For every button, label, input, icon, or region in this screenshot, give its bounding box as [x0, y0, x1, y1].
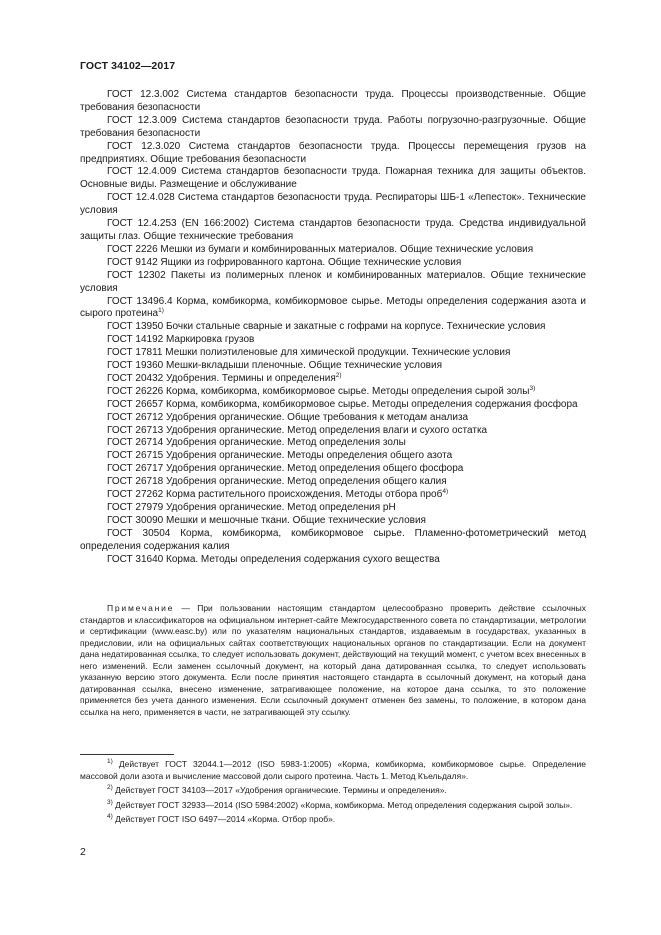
footnote-mark: 1) — [107, 758, 113, 765]
reference-item: ГОСТ 9142 Ящики из гофрированного картона. Общие технические условия — [107, 256, 462, 268]
footnote-mark: 4) — [107, 813, 113, 820]
reference-item: ГОСТ 12.4.028 Система стандартов безопасности труда. Респираторы ШБ-1 «Лепесток». Технические условия — [80, 192, 586, 217]
reference-item: ГОСТ 17811 Мешки полиэтиленовые для химической продукции. Технические условия — [107, 347, 511, 359]
footnote-ref: 3) — [529, 384, 536, 392]
reference-item: ГОСТ 26226 Корма, комбикорма, комбикормовое сырье. Методы определения сырой золы$^{3)}$ — [107, 384, 536, 397]
note-paragraph — [80, 603, 586, 718]
reference-item: ГОСТ 26657 Корма, комбикорма, комбикормовое сырье. Методы определения содержания фосфора — [107, 398, 578, 410]
reference-item: ГОСТ 31640 Корма. Методы определения содержания сухого вещества — [107, 553, 440, 565]
reference-item: ГОСТ 12.3.009 Система стандартов безопасности труда. Работы погрузочно-разгрузочные. Общие требования безопасности — [80, 114, 586, 139]
reference-item: ГОСТ 26714 Удобрения органические. Метод определения золы — [107, 437, 406, 449]
reference-item: ГОСТ 26712 Удобрения органические. Общие требования к методам анализа — [107, 411, 469, 423]
reference-item: ГОСТ 30090 Мешки и мешочные ткани. Общие технические условия — [107, 514, 426, 526]
footnote: $^{3)}$ Действует ГОСТ 32933—2014 (ISO 5984:2002) «Корма, комбикорма. Метод определения содержания сырой золы». — [107, 798, 573, 810]
reference-item: ГОСТ 26713 Удобрения органические. Метод определения влаги и сухого остатка — [107, 424, 488, 436]
reference-item: ГОСТ 2226 Мешки из бумаги и комбинированных материалов. Общие технические условия — [107, 243, 534, 255]
reference-item: ГОСТ 27979 Удобрения органические. Метод определения pH — [107, 502, 396, 513]
reference-item: ГОСТ 13950 Бочки стальные сварные и закатные с гофрами на корпусе. Технические условия — [107, 321, 546, 333]
footnotes — [80, 759, 586, 829]
reference-item: ГОСТ 19360 Мешки-вкладыши пленочные. Общие технические условия — [107, 360, 442, 372]
reference-item: ГОСТ 12.3.020 Система стандартов безопасности труда. Процессы перемещения грузов на предприятиях. Общие требования безопасности — [80, 140, 586, 165]
footnote-ref: 1) — [158, 307, 164, 315]
footnote-mark: 2) — [107, 784, 113, 791]
footnote: $^{4)}$ Действует ГОСТ ISO 6497—2014 «Корма. Отбор проб». — [107, 813, 336, 824]
reference-item: ГОСТ 26717 Удобрения органические. Метод определения общего фосфора — [107, 463, 464, 475]
normative-references-list — [80, 89, 586, 567]
reference-item: ГОСТ 12.3.002 Система стандартов безопасности труда. Процессы производственные. Общие требования безопасности — [80, 89, 586, 113]
footnote: $^{1)}$ Действует ГОСТ 32044.1—2012 (ISO 5983-1:2005) «Корма, комбикорма, комбикормовое сырье. Определение массовой доли азота и вычисление массовой доли сырого протеина. Часть 1. Метод Къельдаля». — [80, 758, 586, 781]
footnote-divider — [80, 754, 174, 755]
reference-item: ГОСТ 30504 Корма, комбикорма, комбикормовое сырье. Пламенно-фотометрический метод определения содержания калия — [80, 527, 586, 552]
footnote-ref: 2) — [335, 371, 342, 379]
footnote: $^{2)}$ Действует ГОСТ 34103—2017 «Удобрения органические. Термины и определения». — [107, 784, 447, 795]
document-header: ГОСТ 34102—2017 — [80, 60, 176, 72]
note-label: Примечание — [107, 603, 175, 613]
page-number: 2 — [80, 846, 86, 858]
reference-item: ГОСТ 12.4.009 Система стандартов безопасности труда. Пожарная техника для защиты объектов. Основные виды. Размещение и обслуживание — [80, 166, 586, 191]
footnote-ref: 4) — [442, 488, 449, 496]
note-text: — При пользовании настоящим стандартом целесообразно проверить действие ссылочных стандартов и классификаторов на официальном интернет-сайте Межгосударственного совета по стандартизации, метрологии и сертификации (www.easc.by) или по указателям национальных стандартов, издаваемым в государствах, указанных в предисловии, или на официальных сайтах соответствующих национальных органов по стандартизации. Если на документ дана недатированная ссылка, то следует использовать документ, действующий на текущий момент, с учетом всех внесенных в него изменений. Если заменен ссылочный документ, на который дана датированная ссылка, то следует использовать указанную версию этого документа. Если после принятия настоящего стандарта в ссылочный документ, на который дана датированная ссылка, внесено изменение, затрагивающее положение, на которое дана ссылка, то это положение применяется без учета данного изменения. Если ссылочный документ отменен без замены, то положение, в котором дана ссылка на него, применяется в части, не затрагивающей эту ссылку. — [80, 603, 586, 717]
footnote-mark: 3) — [107, 798, 113, 806]
reference-item: ГОСТ 26718 Удобрения органические. Метод определения общего калия — [107, 476, 447, 488]
reference-item: ГОСТ 27262 Корма растительного происхождения. Методы отбора проб$^{4)}$ — [107, 488, 449, 501]
reference-item: ГОСТ 20432 Удобрения. Термины и определения$^{2)}$ — [107, 371, 342, 384]
reference-item: ГОСТ 12302 Пакеты из полимерных пленок и комбинированных материалов. Общие технические условия — [80, 269, 586, 294]
reference-item: ГОСТ 26715 Удобрения органические. Методы определения общего азота — [107, 450, 453, 462]
reference-item: ГОСТ 14192 Маркировка грузов — [107, 334, 255, 346]
reference-item: ГОСТ 13496.4 Корма, комбикорма, комбикормовое сырье. Методы определения содержания азота и сырого протеина$^{1)}$ — [80, 295, 586, 320]
reference-item: ГОСТ 12.4.253 (EN 166:2002) Система стандартов безопасности труда. Средства индивидуальной защиты глаз. Общие технические требования — [80, 218, 586, 242]
